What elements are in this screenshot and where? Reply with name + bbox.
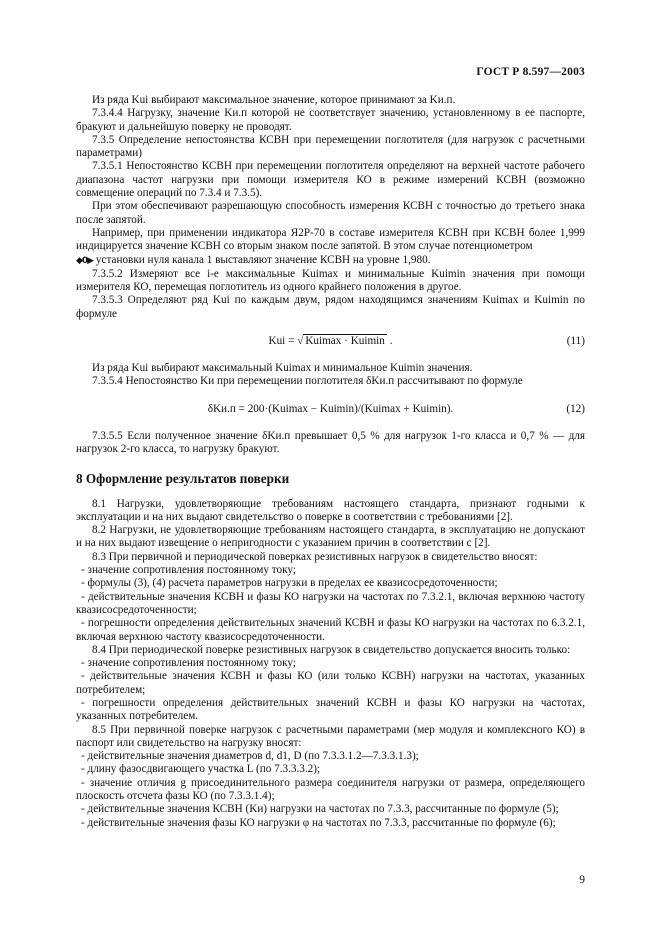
formula-lhs: Kui =	[268, 335, 295, 348]
document-header: ГОСТ Р 8.597—2003	[476, 66, 585, 78]
list-item: - формулы (3), (4) расчета параметров нагрузки в пределах ее квазисосредоточенности;	[81, 577, 498, 590]
list-item: - значение отличия g присоединительного размера соединителя нагрузки от размера, определяющего плоскость отсчета фазы КО (по 7.3.3.1.4);	[76, 776, 585, 803]
paragraph: 8.5 При первичной поверке нагрузок с расчетными параметрами (мер модуля и комплексного КО) в паспорт или свидетельство на нагрузку вносят:	[76, 723, 585, 749]
paragraph: 7.3.5.2 Измеряют все i-е максимальные Kuimax и минимальные Kuimin значения при помощи измерителя КО, перемещая поглотитель из одного крайнего положения в другое.	[76, 267, 585, 294]
formula-radicand: Kuimax · Kuimin	[305, 335, 385, 348]
list-item: - погрешности определения действительных значений КСВН и фазы КО нагрузки на частотах, указанных потребителем.	[76, 696, 585, 723]
paragraph: 7.3.5.4 Непостоянство Kи при перемещении поглотителя δKи.п рассчитывают по формуле	[92, 375, 523, 388]
paragraph: 7.3.5.5 Если полученное значение δKи.п превышает 0,5 % для нагрузок 1-го класса и 0,7 % — для нагрузок 2-го класса, то нагрузку бракуют.	[76, 429, 585, 455]
formula-11	[76, 334, 585, 350]
page-number: 9	[579, 874, 585, 886]
formula-12	[76, 402, 585, 418]
paragraph: При этом обеспечивают разрешающую способность измерения КСВН с точностью до третьего знака после запятой.	[76, 200, 585, 226]
paragraph: Например, при применении индикатора Я2Р-70 в составе измерителя КСВН при КСВН более 1,999 индицируется значение КСВН со вторым знаком после запятой. В этом случае потенциометром	[76, 226, 585, 253]
document-body	[76, 94, 585, 830]
section-heading: 8 Оформление результатов поверки	[76, 471, 290, 487]
list-item: - длину фазосдвигающего участка L (по 7.3.3.3.2);	[81, 763, 321, 776]
list-item: - погрешности определения действительных значений КСВН и фазы КО нагрузки на частотах по 6.3.2.1, включая верхнюю частоту квазисосредоточенности.	[76, 617, 585, 643]
paragraph	[76, 254, 585, 268]
sqrt-sign: √	[297, 335, 304, 348]
paragraph: 7.3.5.1 Непостоянство КСВН при перемещении поглотителя определяют на верхней частоте рабочего диапазона частот нагрузки при помощи измерителя КО в режиме измерений КСВН (возможно совмещение операций по 7.3.4 и 7.3.5).	[76, 160, 585, 200]
formula-tail: .	[389, 335, 393, 348]
list-item: - действительные значения КСВН и фазы КО (или только КСВН) нагрузки на частотах, указанных потребителем;	[76, 670, 585, 696]
knob-icon: ◆0▶	[76, 255, 94, 266]
list-item: - действительные значения КСВН (Kи) нагрузки на частотах по 7.3.3, рассчитанные по формуле (5);	[81, 803, 559, 816]
paragraph-text: установки нуля канала 1 выставляют значение КСВН на уровне 1,980.	[95, 253, 431, 266]
formula-number: (11)	[566, 335, 585, 348]
paragraph: Из ряда Kui выбирают максимальный Kuimax и минимальное Kuimin значения.	[92, 362, 473, 375]
paragraph: 7.3.5 Определение непостоянства КСВН при перемещении поглотителя (для нагрузок с расчетными параметрами)	[76, 133, 585, 160]
formula-expression	[76, 335, 585, 348]
formula-expression: δKи.п = 200·(Kuimax − Kuimin)/(Kuimax + Kuimin).	[207, 402, 454, 415]
formula-number: (12)	[566, 402, 585, 415]
paragraph: Из ряда Kui выбирают максимальное значение, которое принимают за Kи.п.	[92, 94, 456, 106]
list-item: - действительные значения КСВН и фазы КО нагрузки на частотах по 7.3.2.1, включая верхнюю частоту квазисосредоточенности;	[76, 590, 585, 616]
list-item: - значение сопротивления постоянному току;	[81, 564, 296, 577]
paragraph: 8.1 Нагрузки, удовлетворяющие требованиям настоящего стандарта, признают годными к эксплуатации и на них выдают свидетельство о поверке в соответствии с требованиями [2].	[76, 497, 585, 523]
list-item: - значение сопротивления постоянному току;	[81, 657, 296, 670]
list-item: - действительные значения фазы КО нагрузки φ на частотах по 7.3.3, рассчитанные по формуле (6);	[81, 816, 556, 829]
paragraph: 8.3 При первичной и периодической поверках резистивных нагрузок в свидетельство вносят:	[92, 550, 538, 563]
paragraph: 7.3.4.4 Нагрузку, значение Kи.п которой не соответствует значению, установленному в ее паспорте, бракуют и дальнейшую поверку не проводят.	[76, 107, 585, 133]
list-item: - действительные значения диаметров d, d1, D (по 7.3.3.1.2—7.3.3.1.3);	[81, 750, 419, 763]
paragraph: 8.2 Нагрузки, не удовлетворяющие требованиям настоящего стандарта, в эксплуатацию не допускают и на них выдают извещение о непригодности с указанием причин в соответствии с [2].	[76, 524, 585, 550]
paragraph: 7.3.5.3 Определяют ряд Kui по каждым двум, рядом находящимся значениям Kuimax и Kuimin по формуле	[76, 294, 585, 320]
paragraph: 8.4 При периодической поверке резистивных нагрузок в свидетельство допускается вносить только:	[92, 643, 571, 656]
